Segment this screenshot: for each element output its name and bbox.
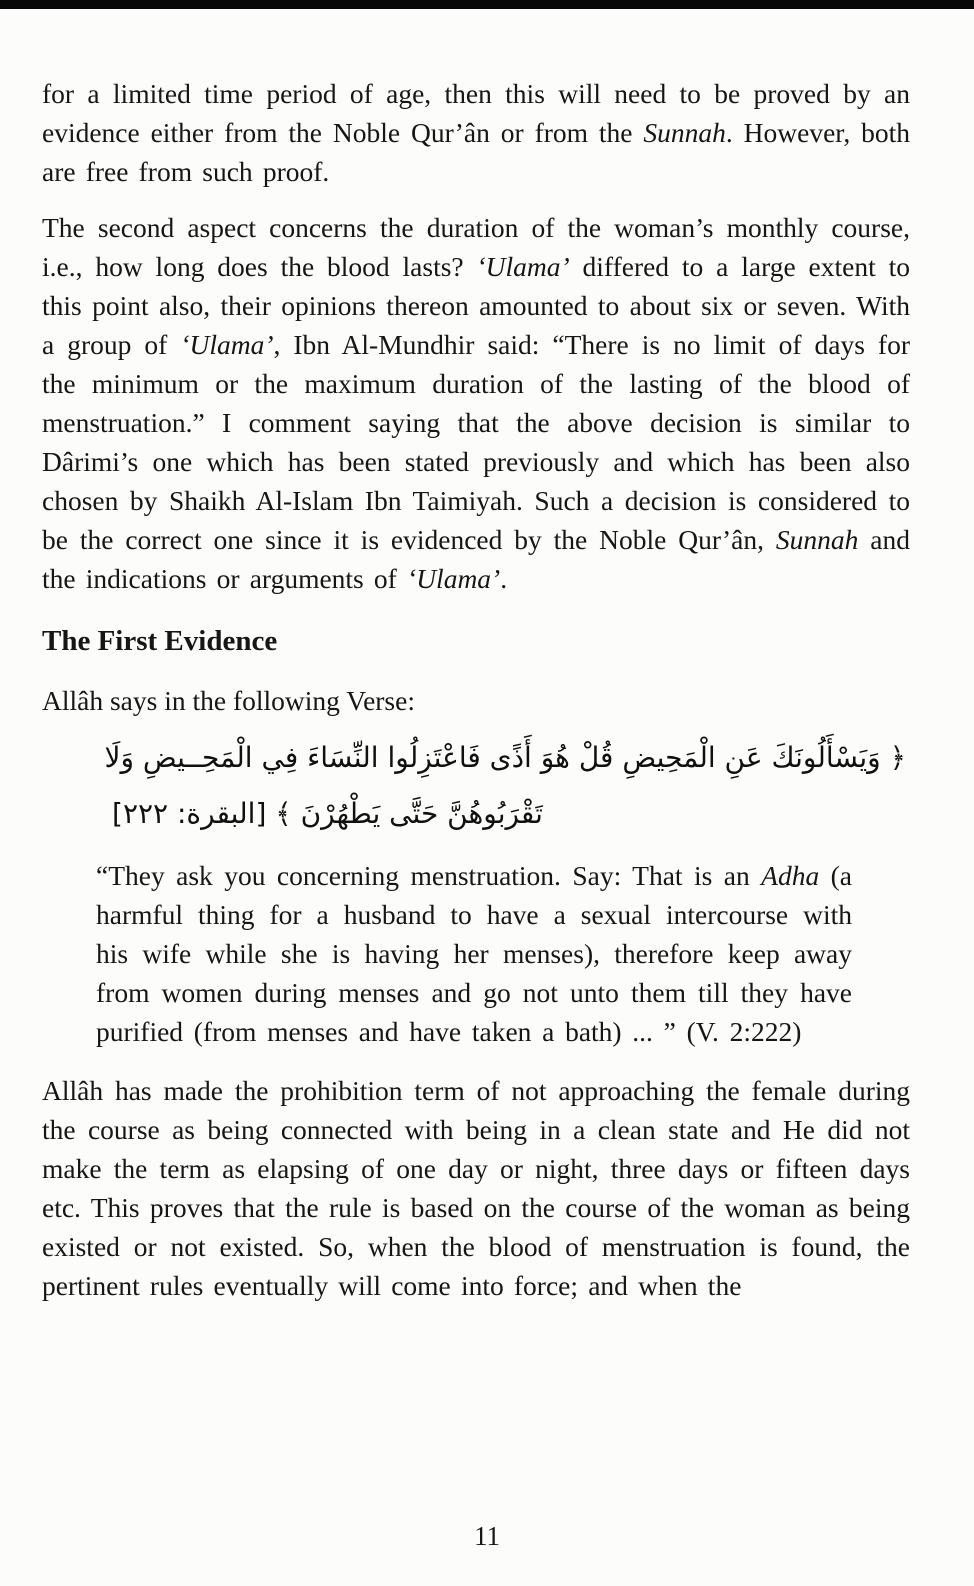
arabic-verse-line-1: ﴿ وَيَسْأَلُونَكَ عَنِ الْمَحِيضِ قُلْ هُوَ أَذًى فَاعْتَزِلُوا النِّسَاءَ فِي الْمَحِــيضِ وَلَا xyxy=(104,741,906,774)
section-heading: The First Evidence xyxy=(42,625,278,657)
verse-translation-quote xyxy=(96,856,852,1051)
text-run: differed to a large extent to this point also, their opinions thereon amounted to about six or seven. With a group of xyxy=(42,251,910,360)
text-run: for a limited time period of age, then this will need to be proved by an evidence either from the Noble Qur’ân or from the xyxy=(42,78,910,148)
italic-text-run: Sunnah xyxy=(775,524,859,555)
scan-edge xyxy=(0,0,974,9)
italic-text-run: Sunnah xyxy=(643,117,726,148)
text-run: “They ask you concerning menstruation. Say: That is an xyxy=(96,860,762,891)
text-run: . xyxy=(500,563,508,594)
italic-text-run: ‘Ulama’ xyxy=(180,329,274,360)
text-run: . However, both are free from such proof. xyxy=(42,117,910,187)
text-run: The second aspect concerns the duration of the woman’s monthly course, i.e., how long does the blood lasts? xyxy=(42,212,910,282)
text-run: , Ibn Al-Mundhir said: “There is no limit of days for the minimum or the maximum duration of the lasting of the blood of menstruation.” I comment saying that the above decision is similar to Dârimi’s one which has been stated previously and which has been also chosen by Shaikh Al-Islam Ibn Taimiyah. Such a decision is considered to be the correct one since it is evidenced by the Noble Qur’ân, xyxy=(42,329,910,555)
text-run: and the indications or arguments of xyxy=(42,524,910,594)
verse-intro-line: Allâh says in the following Verse: xyxy=(42,685,415,716)
italic-text-run: ‘Ulama’ xyxy=(407,563,501,594)
paragraph-prohibition-term xyxy=(42,1071,910,1305)
text-run: Allâh has made the prohibition term of not approaching the female during the course as being connected with being in a clean state and He did not make the term as elapsing of one day or night, three days or fifteen days etc. This proves that the rule is based on the course of the woman as being existed or not existed. So, when the blood of menstruation is found, the pertinent rules eventually will come into force; and when the xyxy=(42,1075,910,1301)
paragraph-second-aspect xyxy=(42,208,910,598)
text-run: (a harmful thing for a husband to have a sexual intercourse with his wife while she is having her menses), therefore keep away from women during menses and go not unto them till they have purified (from menses and have taken a bath) ... ” (V. 2:222) xyxy=(96,860,852,1047)
arabic-verse-line-2: تَقْرَبُوهُنَّ حَتَّى يَطْهُرْنَ ﴾ [البقرة: ٢٢٢] xyxy=(112,797,543,830)
page-number: 11 xyxy=(474,1521,500,1551)
italic-text-run: ‘Ulama’ xyxy=(476,251,570,282)
quran-verse-arabic xyxy=(104,730,906,842)
italic-text-run: Adha xyxy=(761,860,820,891)
paragraph-continuation xyxy=(42,74,910,191)
